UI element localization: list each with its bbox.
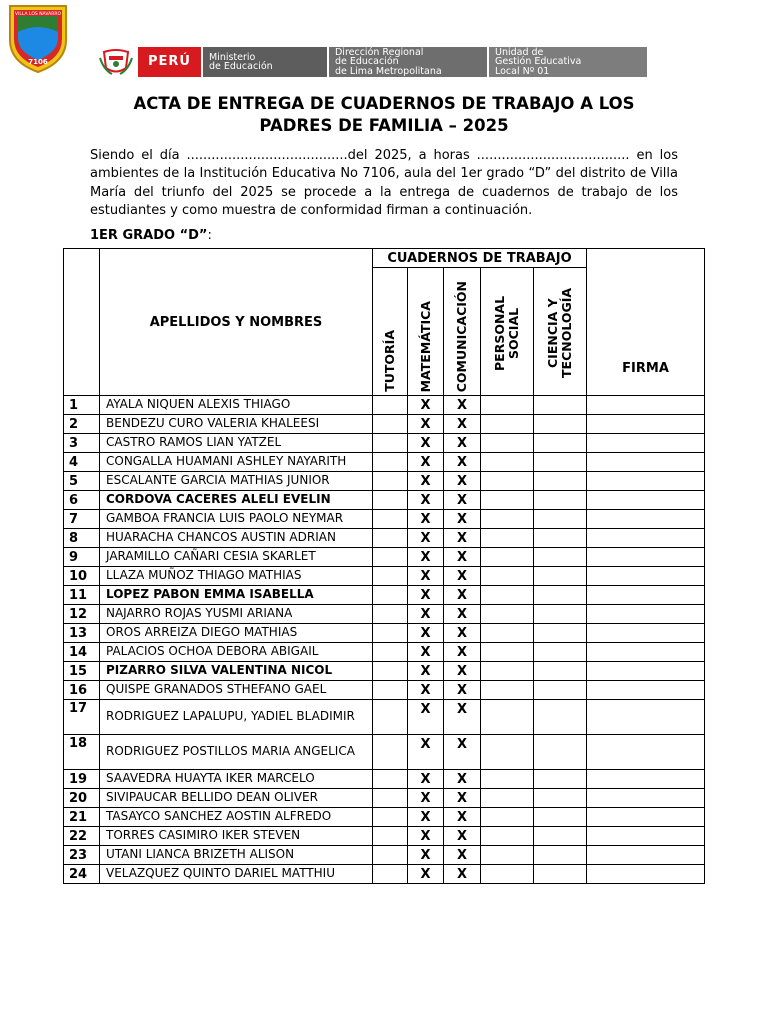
subject-header-tutoria: TUTORÍA (373, 268, 408, 396)
table-row (64, 846, 705, 865)
student-name: RODRIGUEZ POSTILLOS MARIA ANGELICA (100, 735, 373, 770)
ugel-label: Unidad de Gestión Educativa Local Nº 01 (489, 47, 647, 77)
mark-cell-matematica: X (408, 396, 444, 415)
mark-cell-tutoria (373, 681, 408, 700)
mark-cell-comunicacion: X (444, 700, 481, 735)
student-name: TORRES CASIMIRO IKER STEVEN (100, 827, 373, 846)
student-name: PALACIOS OCHOA DEBORA ABIGAIL (100, 643, 373, 662)
student-name: PIZARRO SILVA VALENTINA NICOL (100, 662, 373, 681)
signature-cell (587, 529, 705, 548)
signature-cell (587, 735, 705, 770)
mark-cell-tutoria (373, 865, 408, 884)
row-number: 18 (64, 735, 100, 770)
mark-cell-personal-social (481, 770, 534, 789)
student-name: AYALA NIQUEN ALEXIS THIAGO (100, 396, 373, 415)
mark-cell-comunicacion: X (444, 586, 481, 605)
mark-cell-ciencia (534, 472, 587, 491)
mark-cell-comunicacion: X (444, 789, 481, 808)
table-row (64, 453, 705, 472)
row-number: 3 (64, 434, 100, 453)
table-row (64, 586, 705, 605)
subject-header-ciencia: CIENCIA Y TECNOLOGÍA (534, 268, 587, 396)
row-number: 14 (64, 643, 100, 662)
mark-cell-tutoria (373, 415, 408, 434)
student-name: UTANI LIANCA BRIZETH ALISON (100, 846, 373, 865)
mark-cell-comunicacion: X (444, 529, 481, 548)
student-name: SIVIPAUCAR BELLIDO DEAN OLIVER (100, 789, 373, 808)
table-row (64, 808, 705, 827)
workbooks-header: CUADERNOS DE TRABAJO (373, 249, 587, 268)
signature-cell (587, 453, 705, 472)
student-name: CORDOVA CACERES ALELI EVELIN (100, 491, 373, 510)
school-shield-logo (6, 2, 70, 74)
table-row (64, 681, 705, 700)
signature-cell (587, 827, 705, 846)
row-number: 10 (64, 567, 100, 586)
table-row (64, 396, 705, 415)
intro-paragraph: Siendo el día .......................................del 2025, a horas ..................................... en los ambientes de la Institución Educativa No 7106, aula del 1er grado “D” del distrito de Villa María del triunfo del 2025 se procede a la entrega de cuadernos de trabajo de los estudiantes y como muestra de conformidad firman a continuación. (90, 148, 678, 219)
svg-text:7106: 7106 (28, 58, 48, 66)
mark-cell-tutoria (373, 491, 408, 510)
mark-cell-ciencia (534, 827, 587, 846)
subject-header-personal-social: PERSONAL SOCIAL (481, 268, 534, 396)
mark-cell-ciencia (534, 789, 587, 808)
mark-cell-personal-social (481, 548, 534, 567)
mark-cell-personal-social (481, 735, 534, 770)
row-number: 9 (64, 548, 100, 567)
mark-cell-tutoria (373, 770, 408, 789)
peru-coat-of-arms-icon (94, 47, 138, 77)
row-number: 5 (64, 472, 100, 491)
mark-cell-ciencia (534, 681, 587, 700)
mark-cell-personal-social (481, 681, 534, 700)
student-name: CONGALLA HUAMANI ASHLEY NAYARITH (100, 453, 373, 472)
mark-cell-personal-social (481, 865, 534, 884)
mark-cell-tutoria (373, 472, 408, 491)
student-name: BENDEZU CURO VALERIA KHALEESI (100, 415, 373, 434)
signature-cell (587, 605, 705, 624)
mark-cell-comunicacion: X (444, 453, 481, 472)
mark-cell-matematica: X (408, 700, 444, 735)
mark-cell-comunicacion: X (444, 567, 481, 586)
mark-cell-matematica: X (408, 415, 444, 434)
mark-cell-comunicacion: X (444, 548, 481, 567)
mark-cell-comunicacion: X (444, 735, 481, 770)
student-name: LOPEZ PABON EMMA ISABELLA (100, 586, 373, 605)
mark-cell-tutoria (373, 453, 408, 472)
mark-cell-matematica: X (408, 567, 444, 586)
row-number: 11 (64, 586, 100, 605)
table-row (64, 789, 705, 808)
mark-cell-personal-social (481, 808, 534, 827)
signature-cell (587, 770, 705, 789)
mark-cell-ciencia (534, 567, 587, 586)
mark-cell-comunicacion: X (444, 434, 481, 453)
regional-directorate-label: Dirección Regional de Educación de Lima Metropolitana (329, 47, 487, 77)
table-row (64, 605, 705, 624)
student-name: HUARACHA CHANCOS AUSTIN ADRIAN (100, 529, 373, 548)
document-title: ACTA DE ENTREGA DE CUADERNOS DE TRABAJO A LOS PADRES DE FAMILIA – 2025 (133, 94, 635, 135)
table-row (64, 624, 705, 643)
mark-cell-personal-social (481, 662, 534, 681)
row-number: 13 (64, 624, 100, 643)
mark-cell-ciencia (534, 846, 587, 865)
mark-cell-ciencia (534, 735, 587, 770)
svg-text:VILLA LOS NAVARRO: VILLA LOS NAVARRO (14, 12, 62, 17)
mark-cell-ciencia (534, 662, 587, 681)
student-name: LLAZA MUÑOZ THIAGO MATHIAS (100, 567, 373, 586)
mark-cell-matematica: X (408, 491, 444, 510)
signature-cell (587, 491, 705, 510)
signature-cell (587, 789, 705, 808)
mark-cell-tutoria (373, 662, 408, 681)
mark-cell-matematica: X (408, 770, 444, 789)
mark-cell-ciencia (534, 434, 587, 453)
number-header (64, 249, 100, 396)
mark-cell-matematica: X (408, 643, 444, 662)
mark-cell-comunicacion: X (444, 662, 481, 681)
mark-cell-comunicacion: X (444, 846, 481, 865)
row-number: 15 (64, 662, 100, 681)
mark-cell-ciencia (534, 586, 587, 605)
mark-cell-ciencia (534, 624, 587, 643)
mark-cell-matematica: X (408, 510, 444, 529)
row-number: 20 (64, 789, 100, 808)
peru-label: PERÚ (138, 47, 201, 77)
mark-cell-comunicacion: X (444, 643, 481, 662)
table-row (64, 735, 705, 770)
row-number: 22 (64, 827, 100, 846)
mark-cell-personal-social (481, 605, 534, 624)
mark-cell-comunicacion: X (444, 396, 481, 415)
mark-cell-comunicacion: X (444, 865, 481, 884)
mark-cell-comunicacion: X (444, 472, 481, 491)
signature-cell (587, 434, 705, 453)
mark-cell-personal-social (481, 529, 534, 548)
mark-cell-ciencia (534, 396, 587, 415)
table-row (64, 770, 705, 789)
table-row (64, 865, 705, 884)
mark-cell-personal-social (481, 491, 534, 510)
mark-cell-personal-social (481, 472, 534, 491)
mark-cell-matematica: X (408, 827, 444, 846)
names-header: APELLIDOS Y NOMBRES (100, 249, 373, 396)
mark-cell-tutoria (373, 396, 408, 415)
row-number: 1 (64, 396, 100, 415)
row-number: 7 (64, 510, 100, 529)
student-name: JARAMILLO CAÑARI CESIA SKARLET (100, 548, 373, 567)
row-number: 19 (64, 770, 100, 789)
mark-cell-comunicacion: X (444, 415, 481, 434)
table-row (64, 548, 705, 567)
ministry-label: Ministerio de Educación (203, 47, 327, 77)
mark-cell-tutoria (373, 624, 408, 643)
student-name: NAJARRO ROJAS YUSMI ARIANA (100, 605, 373, 624)
row-number: 24 (64, 865, 100, 884)
mark-cell-matematica: X (408, 789, 444, 808)
student-name: GAMBOA FRANCIA LUIS PAOLO NEYMAR (100, 510, 373, 529)
mark-cell-matematica: X (408, 548, 444, 567)
mark-cell-comunicacion: X (444, 624, 481, 643)
mark-cell-tutoria (373, 434, 408, 453)
table-row (64, 472, 705, 491)
mark-cell-personal-social (481, 586, 534, 605)
mark-cell-ciencia (534, 605, 587, 624)
mark-cell-matematica: X (408, 846, 444, 865)
mark-cell-matematica: X (408, 472, 444, 491)
table-row (64, 434, 705, 453)
mark-cell-ciencia (534, 808, 587, 827)
table-row (64, 643, 705, 662)
mark-cell-ciencia (534, 865, 587, 884)
row-number: 23 (64, 846, 100, 865)
row-number: 4 (64, 453, 100, 472)
mark-cell-personal-social (481, 827, 534, 846)
signature-cell (587, 865, 705, 884)
signature-cell (587, 415, 705, 434)
signature-cell (587, 624, 705, 643)
mark-cell-tutoria (373, 605, 408, 624)
signature-cell (587, 808, 705, 827)
table-row (64, 662, 705, 681)
table-row (64, 529, 705, 548)
row-number: 8 (64, 529, 100, 548)
mark-cell-matematica: X (408, 624, 444, 643)
row-number: 2 (64, 415, 100, 434)
student-name: SAAVEDRA HUAYTA IKER MARCELO (100, 770, 373, 789)
row-number: 16 (64, 681, 100, 700)
mark-cell-ciencia (534, 529, 587, 548)
signature-cell (587, 567, 705, 586)
row-number: 6 (64, 491, 100, 510)
mark-cell-ciencia (534, 453, 587, 472)
row-number: 12 (64, 605, 100, 624)
mark-cell-tutoria (373, 529, 408, 548)
signature-cell (587, 472, 705, 491)
signature-cell (587, 681, 705, 700)
mark-cell-ciencia (534, 548, 587, 567)
student-name: TASAYCO SANCHEZ AOSTIN ALFREDO (100, 808, 373, 827)
government-header (94, 47, 647, 77)
student-name: CASTRO RAMOS LIAN YATZEL (100, 434, 373, 453)
subject-header-matematica: MATEMÁTICA (408, 268, 444, 396)
table-row (64, 415, 705, 434)
mark-cell-tutoria (373, 789, 408, 808)
mark-cell-comunicacion: X (444, 681, 481, 700)
grade-label: 1ER GRADO “D”: (90, 228, 212, 243)
mark-cell-tutoria (373, 827, 408, 846)
mark-cell-matematica: X (408, 681, 444, 700)
student-name: ESCALANTE GARCIA MATHIAS JUNIOR (100, 472, 373, 491)
mark-cell-comunicacion: X (444, 491, 481, 510)
signature-cell (587, 700, 705, 735)
table-row (64, 700, 705, 735)
mark-cell-ciencia (534, 415, 587, 434)
delivery-roster-table (63, 248, 705, 884)
mark-cell-tutoria (373, 586, 408, 605)
mark-cell-matematica: X (408, 453, 444, 472)
student-name: RODRIGUEZ LAPALUPU, YADIEL BLADIMIR (100, 700, 373, 735)
mark-cell-matematica: X (408, 434, 444, 453)
mark-cell-tutoria (373, 808, 408, 827)
student-name: QUISPE GRANADOS STHEFANO GAEL (100, 681, 373, 700)
subject-header-comunicacion: COMUNICACIÓN (444, 268, 481, 396)
mark-cell-comunicacion: X (444, 605, 481, 624)
mark-cell-matematica: X (408, 662, 444, 681)
mark-cell-ciencia (534, 510, 587, 529)
mark-cell-matematica: X (408, 586, 444, 605)
signature-cell (587, 548, 705, 567)
mark-cell-tutoria (373, 510, 408, 529)
mark-cell-tutoria (373, 548, 408, 567)
mark-cell-tutoria (373, 700, 408, 735)
table-row (64, 510, 705, 529)
mark-cell-personal-social (481, 396, 534, 415)
mark-cell-matematica: X (408, 808, 444, 827)
mark-cell-personal-social (481, 624, 534, 643)
mark-cell-matematica: X (408, 865, 444, 884)
mark-cell-matematica: X (408, 735, 444, 770)
table-row (64, 491, 705, 510)
mark-cell-matematica: X (408, 605, 444, 624)
signature-cell (587, 510, 705, 529)
student-name: OROS ARREIZA DIEGO MATHIAS (100, 624, 373, 643)
mark-cell-personal-social (481, 567, 534, 586)
mark-cell-tutoria (373, 567, 408, 586)
mark-cell-personal-social (481, 434, 534, 453)
mark-cell-personal-social (481, 700, 534, 735)
signature-cell (587, 396, 705, 415)
mark-cell-ciencia (534, 491, 587, 510)
table-row (64, 827, 705, 846)
mark-cell-personal-social (481, 453, 534, 472)
signature-cell (587, 643, 705, 662)
student-name: VELAZQUEZ QUINTO DARIEL MATTHIU (100, 865, 373, 884)
mark-cell-comunicacion: X (444, 827, 481, 846)
mark-cell-personal-social (481, 789, 534, 808)
signature-cell (587, 846, 705, 865)
mark-cell-tutoria (373, 846, 408, 865)
row-number: 21 (64, 808, 100, 827)
table-row (64, 567, 705, 586)
mark-cell-comunicacion: X (444, 808, 481, 827)
signature-cell (587, 586, 705, 605)
mark-cell-personal-social (481, 846, 534, 865)
mark-cell-ciencia (534, 643, 587, 662)
mark-cell-tutoria (373, 735, 408, 770)
signature-cell (587, 662, 705, 681)
mark-cell-personal-social (481, 510, 534, 529)
row-number: 17 (64, 700, 100, 735)
mark-cell-ciencia (534, 700, 587, 735)
mark-cell-tutoria (373, 643, 408, 662)
mark-cell-comunicacion: X (444, 770, 481, 789)
mark-cell-ciencia (534, 770, 587, 789)
mark-cell-comunicacion: X (444, 510, 481, 529)
mark-cell-matematica: X (408, 529, 444, 548)
signature-header: FIRMA (587, 249, 705, 396)
mark-cell-personal-social (481, 415, 534, 434)
mark-cell-personal-social (481, 643, 534, 662)
